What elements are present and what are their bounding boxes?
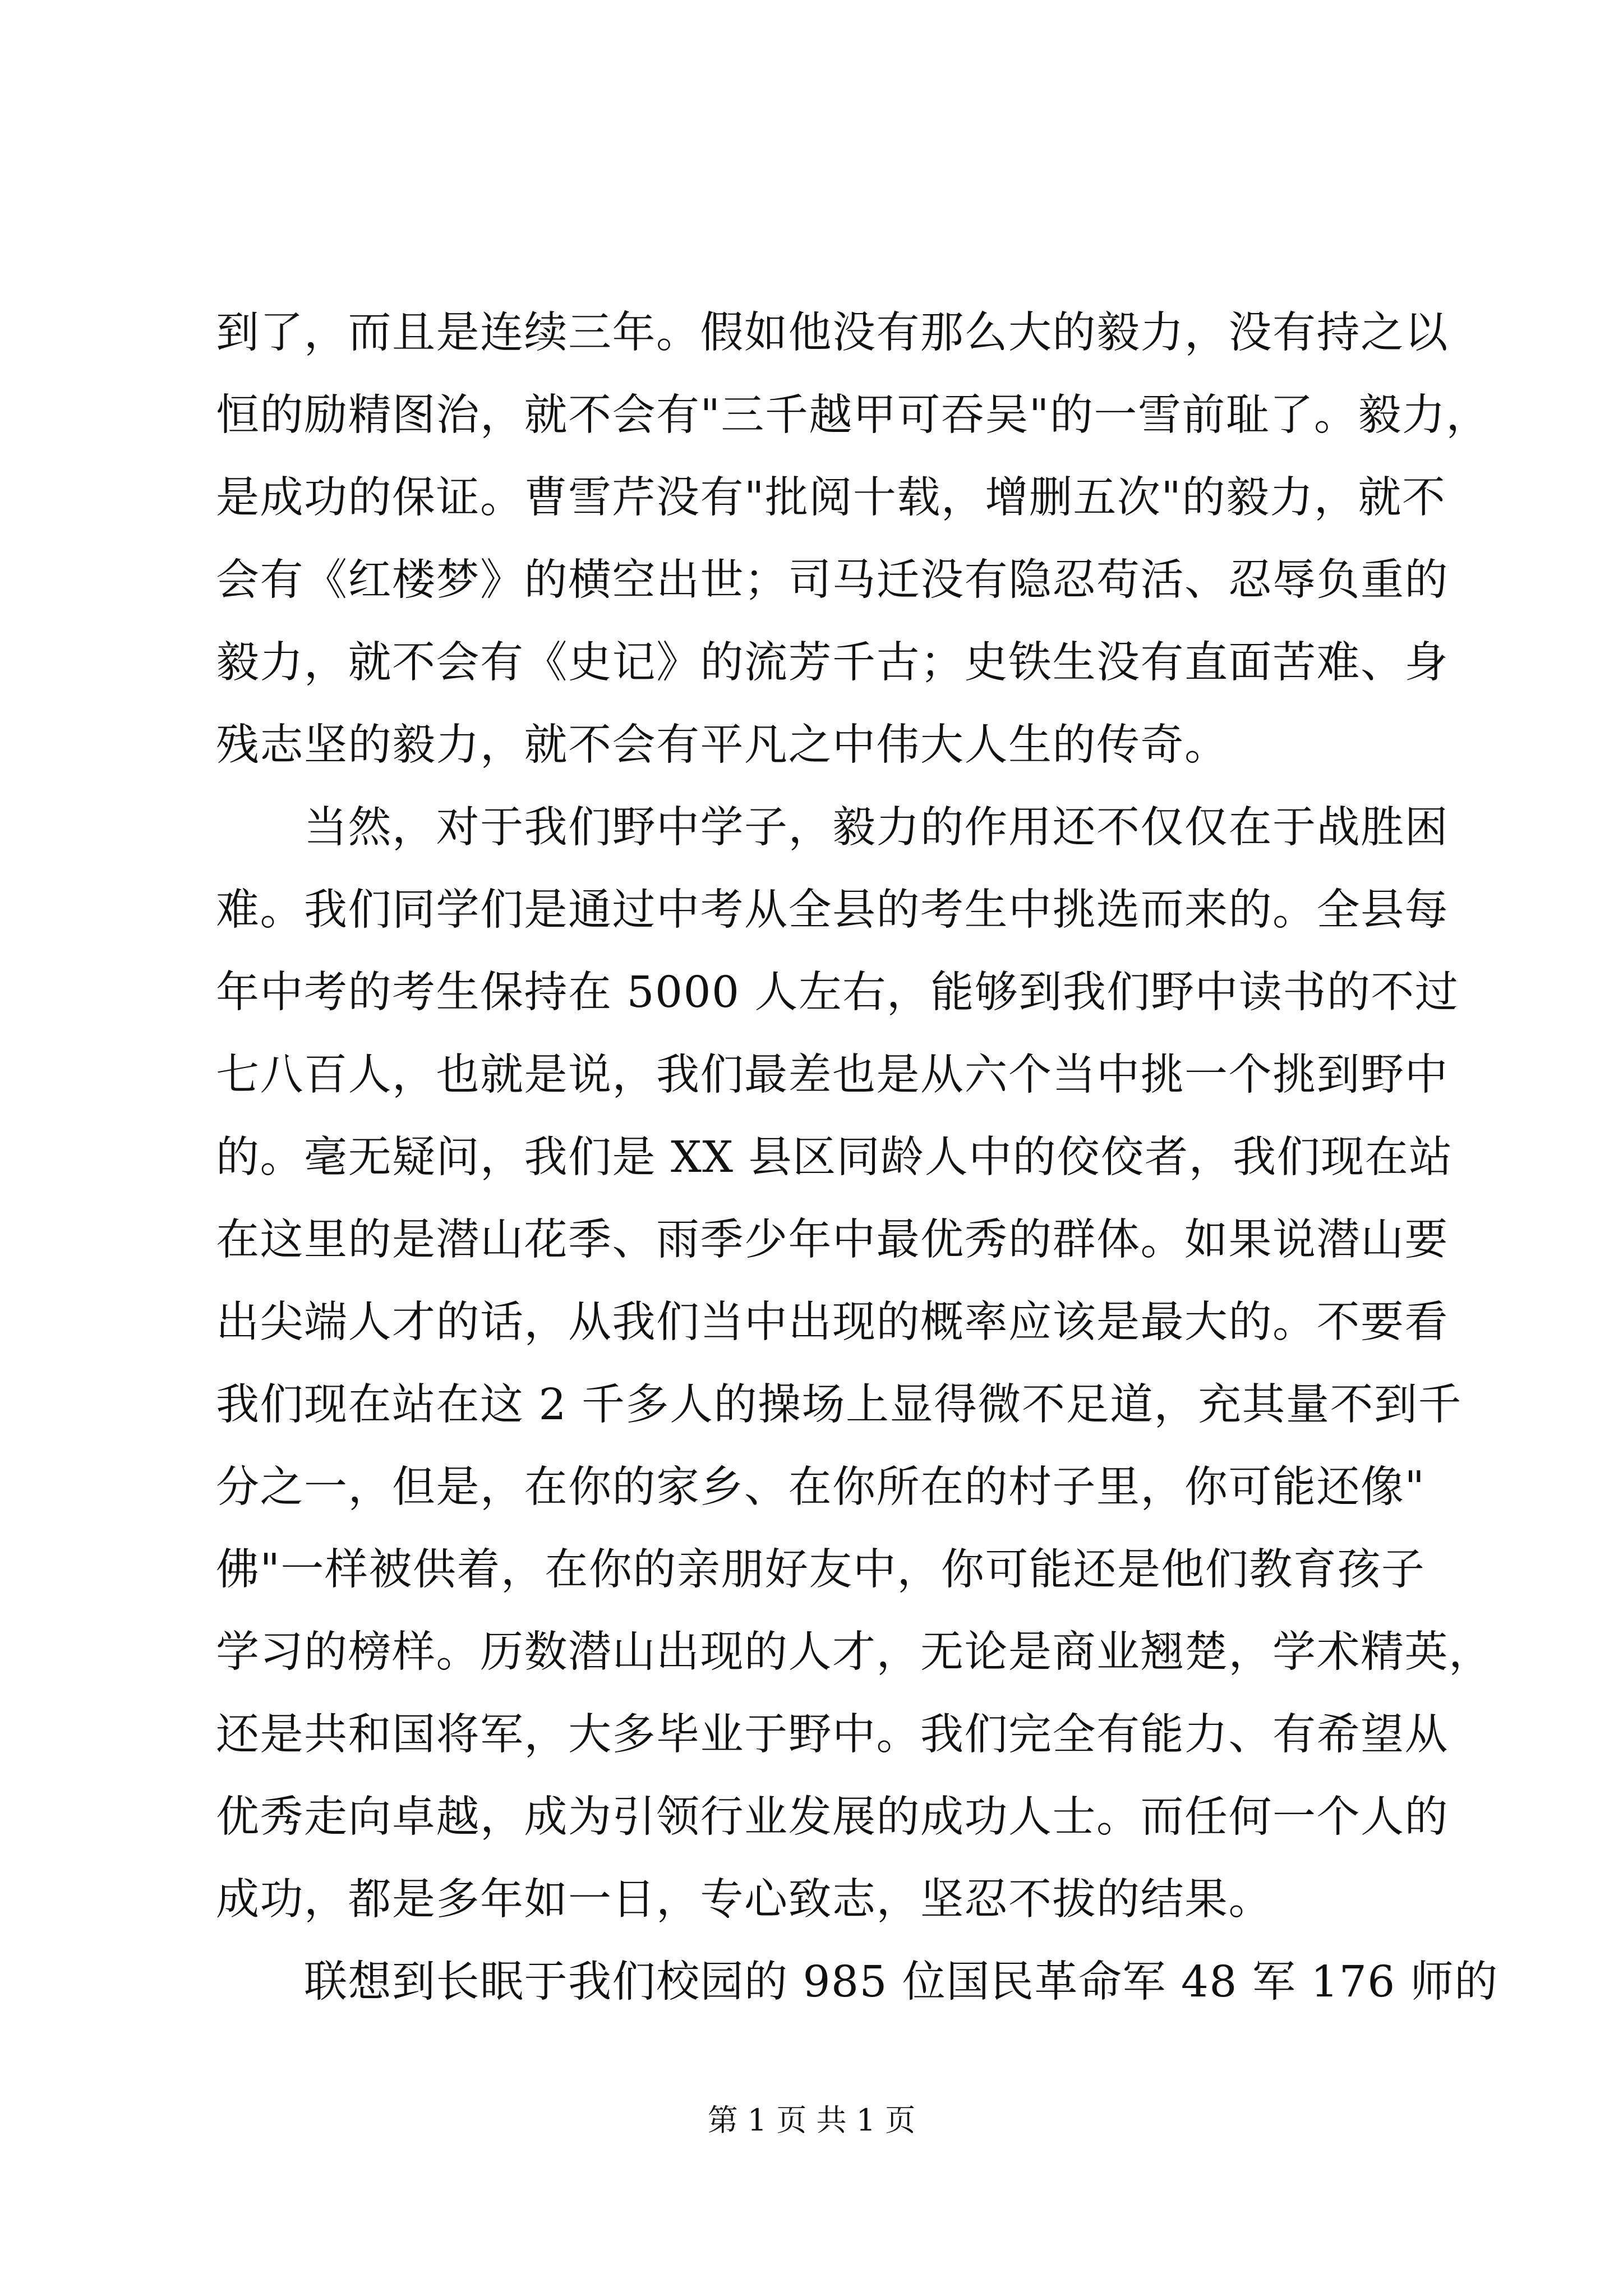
text-line: 到了，而且是连续三年。假如他没有那么大的毅力，没有持之以 — [216, 308, 1449, 358]
text-line: 的。毫无疑问，我们是 XX 县区同龄人中的佼佼者，我们现在站 — [216, 1133, 1453, 1182]
text-line: 难。我们同学们是通过中考从全县的考生中挑选而来的。全县每 — [216, 885, 1449, 935]
text-line: 在这里的是潜山花季、雨季少年中最优秀的群体。如果说潜山要 — [216, 1215, 1449, 1265]
text-line: 学习的榜样。历数潜山出现的人才，无论是商业翘楚，学术精英， — [216, 1627, 1493, 1677]
text-line: 恒的励精图治，就不会有"三千越甲可吞吴"的一雪前耻了。毅力， — [216, 390, 1490, 440]
text-line: 还是共和国将军，大多毕业于野中。我们完全有能力、有希望从 — [216, 1710, 1449, 1760]
text-line: 优秀走向卓越，成为引领行业发展的成功人士。而任何一个人的 — [216, 1792, 1449, 1842]
text-line: 佛"一样被供着，在你的亲朋好友中，你可能还是他们教育孩子 — [216, 1545, 1426, 1595]
text-line: 分之一，但是，在你的家乡、在你所在的村子里，你可能还像" — [216, 1462, 1426, 1512]
text-line: 七八百人，也就是说，我们最差也是从六个当中挑一个挑到野中 — [216, 1050, 1449, 1100]
text-line: 当然，对于我们野中学子，毅力的作用还不仅仅在于战胜困 — [216, 803, 1449, 853]
text-line: 残志坚的毅力，就不会有平凡之中伟大人生的传奇。 — [216, 720, 1229, 770]
text-line: 联想到长眠于我们校园的 985 位国民革命军 48 军 176 师的 — [216, 1957, 1498, 2007]
text-line: 出尖端人才的话，从我们当中出现的概率应该是最大的。不要看 — [216, 1297, 1449, 1347]
text-line: 年中考的考生保持在 5000 人左右，能够到我们野中读书的不过 — [216, 968, 1459, 1018]
text-line: 是成功的保证。曹雪芹没有"批阅十载，增删五次"的毅力，就不 — [216, 473, 1446, 523]
text-line: 毅力，就不会有《史记》的流芳千古；史铁生没有直面苦难、身 — [216, 638, 1449, 688]
page-footer — [0, 2101, 1623, 2140]
body-text — [216, 292, 1498, 2023]
text-line: 会有《红楼梦》的横空出世；司马迁没有隐忍苟活、忍辱负重的 — [216, 555, 1449, 605]
text-line: 成功，都是多年如一日，专心致志，坚忍不拔的结果。 — [216, 1875, 1272, 1925]
page-number-label: 第 1 页 共 1 页 — [707, 2102, 916, 2138]
text-line: 我们现在站在这 2 千多人的操场上显得微不足道，充其量不到千 — [216, 1380, 1462, 1430]
